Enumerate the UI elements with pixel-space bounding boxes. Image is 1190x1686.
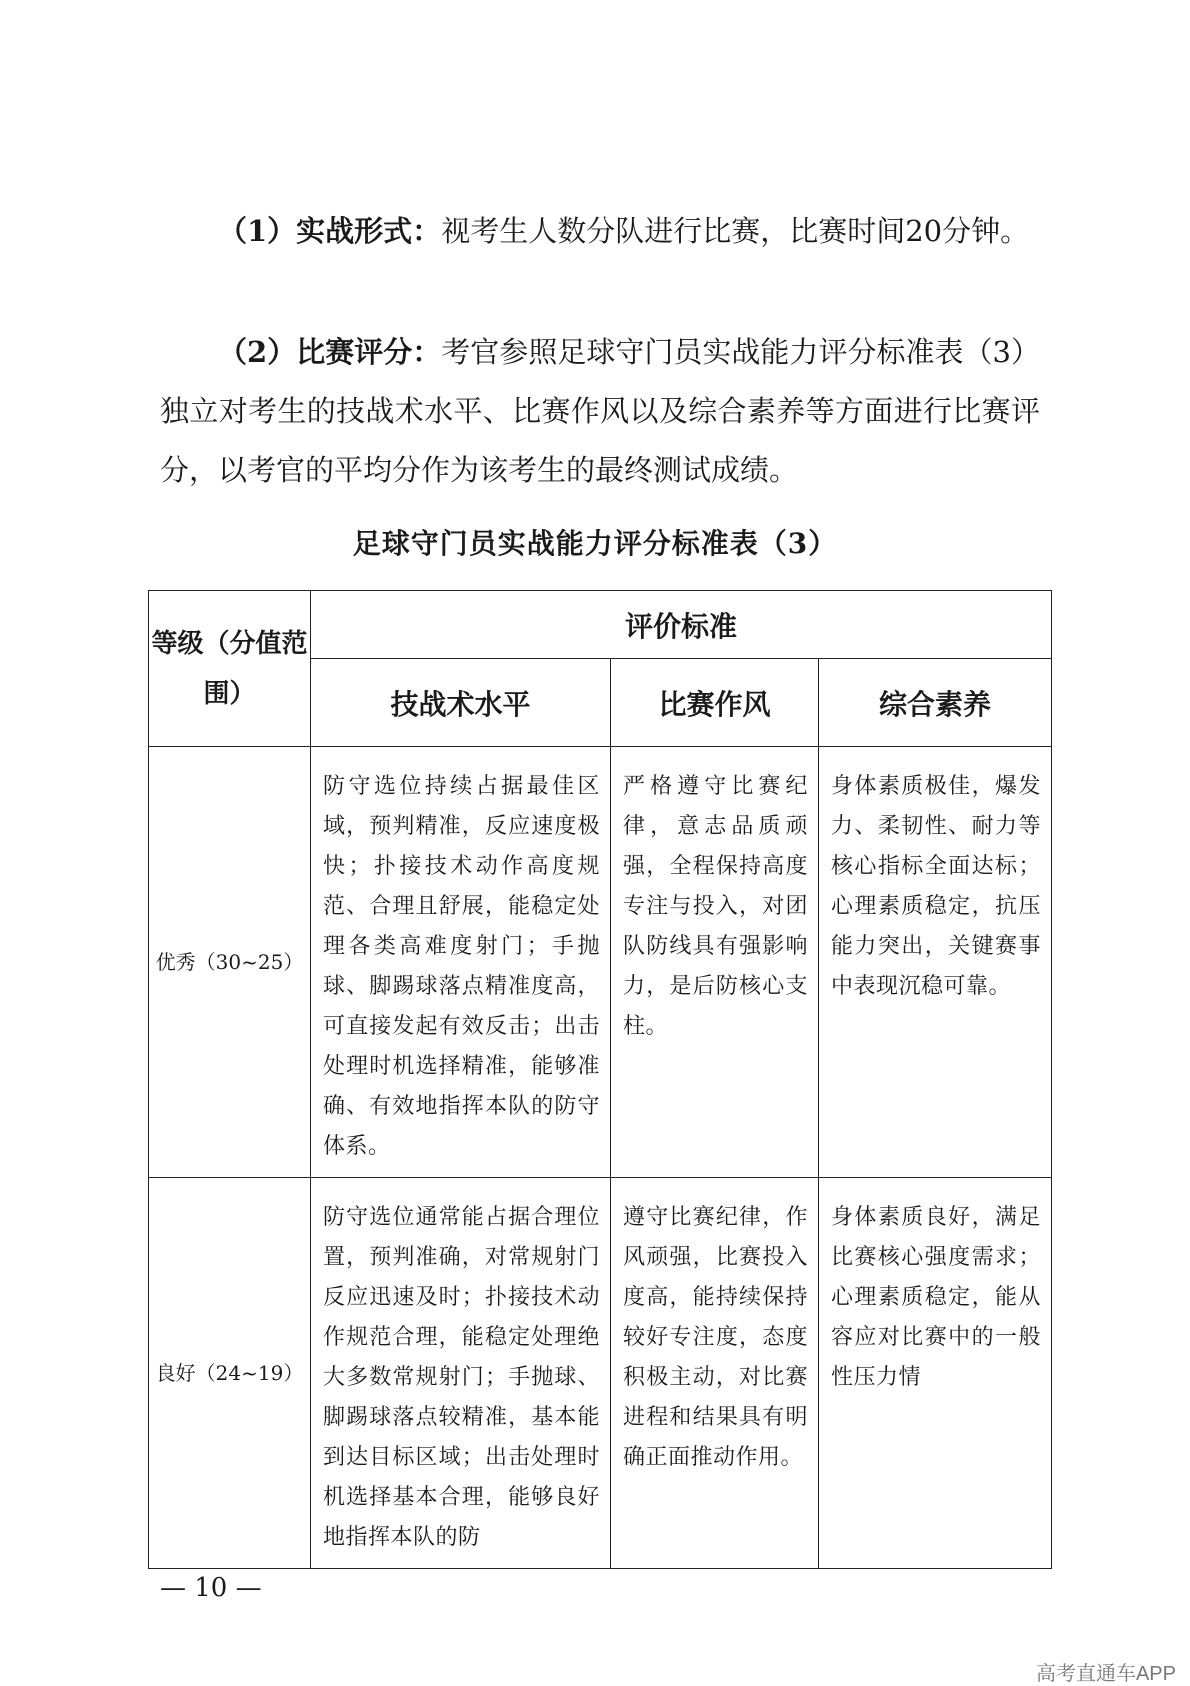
style-cell: 严格遵守比赛纪律，意志品质顽强，全程保持高度专注与投入，对团队防线具有强影响力，是后防核心支柱。 [611, 747, 819, 1178]
header-criteria: 评价标准 [311, 591, 1052, 659]
paragraph-format [160, 202, 1040, 261]
scoring-table [148, 590, 1052, 1569]
technique-cell: 防守选位持续占据最佳区域，预判精准，反应速度极快；扑接技术动作高度规范、合理且舒展，能稳定处理各类高难度射门；手抛球、脚踢球落点精准度高，可直接发起有效反击；出击处理时机选择精准，能够准确、有效地指挥本队的防守体系。 [311, 747, 611, 1178]
technique-cell: 防守选位通常能占据合理位置，预判准确，对常规射门反应迅速及时；扑接技术动作规范合理，能稳定处理绝大多数常规射门；手抛球、脚踢球落点较精准，基本能到达目标区域；出击处理时机选择基本合理，能够良好地指挥本队的防 [311, 1178, 611, 1569]
watermark: 高考直通车APP [1035, 1663, 1176, 1685]
table-title: 足球守门员实战能力评分标准表（3） [352, 527, 838, 560]
paragraph-scoring [160, 323, 1040, 500]
header-grade: 等级（分值范围） [149, 591, 311, 747]
header-quality: 综合素养 [819, 659, 1052, 747]
table-row [149, 747, 1052, 1178]
quality-cell: 身体素质良好，满足比赛核心强度需求；心理素质稳定，能从容应对比赛中的一般性压力情 [819, 1178, 1052, 1569]
paragraph-lead: （1）实战形式： [218, 214, 442, 248]
table-row [149, 1178, 1052, 1569]
page-number: — 10 — [160, 1573, 262, 1603]
header-technique: 技战术水平 [311, 659, 611, 747]
paragraph-text: 考官参照足球守门员实战能力评分标准表（3）独立对考生的技战术水平、比赛作风以及综合素养等方面进行比赛评分，以考官的平均分作为该考生的最终测试成绩。 [160, 335, 1040, 487]
quality-cell: 身体素质极佳，爆发力、柔韧性、耐力等核心指标全面达标；心理素质稳定，抗压能力突出，关键赛事中表现沉稳可靠。 [819, 747, 1052, 1178]
paragraph-lead: （2）比赛评分： [218, 335, 442, 369]
header-style: 比赛作风 [611, 659, 819, 747]
paragraph-text: 视考生人数分队进行比赛，比赛时间20分钟。 [441, 214, 1030, 248]
grade-cell: 优秀（30~25） [149, 747, 311, 1178]
style-cell: 遵守比赛纪律，作风顽强，比赛投入度高，能持续保持较好专注度，态度积极主动，对比赛进程和结果具有明确正面推动作用。 [611, 1178, 819, 1569]
table-header-row [149, 591, 1052, 659]
grade-cell: 良好（24~19） [149, 1178, 311, 1569]
